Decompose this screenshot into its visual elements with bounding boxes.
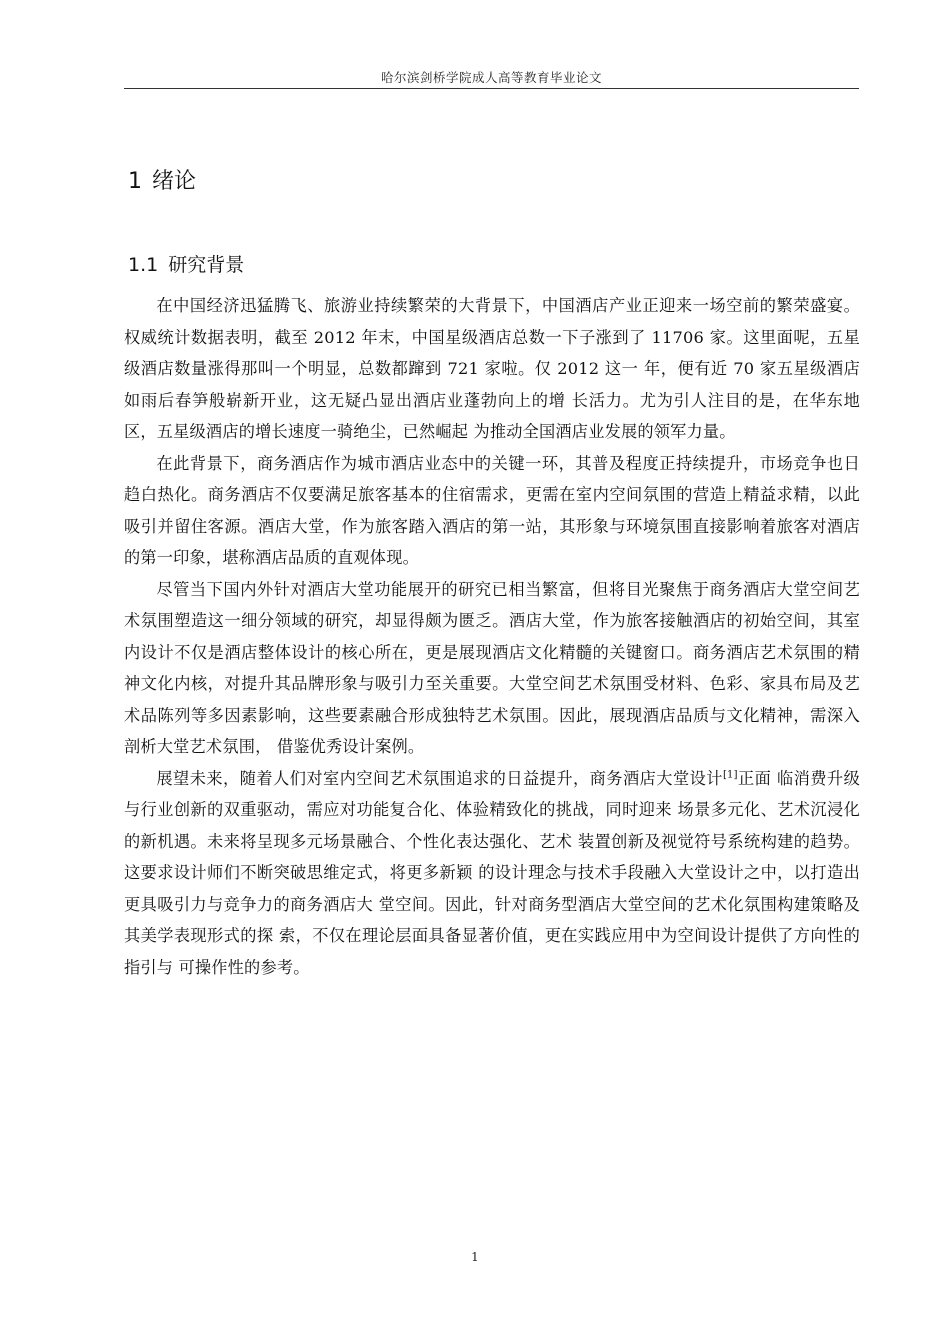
section-title [128, 250, 244, 277]
chapter-number: 1 [128, 169, 142, 194]
paragraph-4 [124, 763, 860, 984]
paragraph-1: 在中国经济迅猛腾飞、旅游业持续繁荣的大背景下，中国酒店产业正迎来一场空前的繁荣盛宴。权威统计数据表明，截至 2012 年末，中国星级酒店总数一下子涨到了 11706 家。这里面呢，五星级酒店数量涨得那叫一个明显，总数都蹿到 721 家啦。仅 2012 这一 年，便有近 70 家五星级酒店如雨后春笋般崭新开业，这无疑凸显出酒店业蓬勃向上的增 长活力。尤为引人注目的是，在华东地区，五星级酒店的增长速度一骑绝尘，已然崛起 为推动全国酒店业发展的领军力量。 [124, 296, 860, 441]
header-rule [124, 88, 859, 89]
section-title-text: 研究背景 [168, 254, 245, 276]
page-number: 1 [471, 1250, 479, 1264]
paragraph-3: 尽管当下国内外针对酒店大堂功能展开的研究已相当繁富，但将目光聚焦于商务酒店大堂空间艺术氛围塑造这一细分领域的研究，却显得颇为匮乏。酒店大堂，作为旅客接触酒店的初始空间，其室内设计不仅是酒店整体设计的核心所在，更是展现酒店文化精髓的关键窗口。商务酒店艺术氛围的精神文化内核，对提升其品牌形象与吸引力至关重要。大堂空间艺术氛围受材料、色彩、家具布局及艺术品陈列等多因素影响，这些要素融合形成独特艺术氛围。因此，展现酒店品质与文化精神，需深入剖析大堂艺术氛围， 借鉴优秀设计案例。 [124, 579, 860, 756]
running-header: 哈尔滨剑桥学院成人高等教育毕业论文 [380, 70, 602, 85]
body-text [124, 290, 860, 983]
paragraph-4-text-a: 展望未来，随着人们对室内空间艺术氛围追求的日益提升，商务酒店大堂设计 [156, 768, 723, 788]
paragraph-4-text-b: 正面 临消费升级与行业创新的双重驱动，需应对功能复合化、体验精致化的挑战，同时迎来 场景多元化、艺术沉浸化的新机遇。未来将呈现多元场景融合、个性化表达强化、艺术 装置创新及视觉符号系统构建的趋势。这要求设计师们不断突破思维定式，将更多新颖 的设计理念与技术手段融入大堂设计之中，以打造出更具吸引力与竞争力的商务酒店大 堂空间。因此，针对商务型酒店大堂空间的艺术化氛围构建策略及其美学表现形式的探 索，不仅在理论层面具备显著价值，更在实践应用中为空间设计提供了方向性的指引与 可操作性的参考。 [124, 768, 860, 977]
chapter-title-text: 绪论 [152, 169, 197, 194]
section-number: 1.1 [128, 254, 159, 276]
paragraph-2: 在此背景下，商务酒店作为城市酒店业态中的关键一环，其普及程度正持续提升，市场竞争也日趋白热化。商务酒店不仅要满足旅客基本的住宿需求，更需在室内空间氛围的营造上精益求精，以此吸引并留住客源。酒店大堂，作为旅客踏入酒店的第一站，其形象与环境氛围直接影响着旅客对酒店的第一印象，堪称酒店品质的直观体现。 [124, 453, 860, 567]
citation-1[interactable]: [1] [722, 769, 738, 781]
chapter-title [128, 164, 196, 195]
